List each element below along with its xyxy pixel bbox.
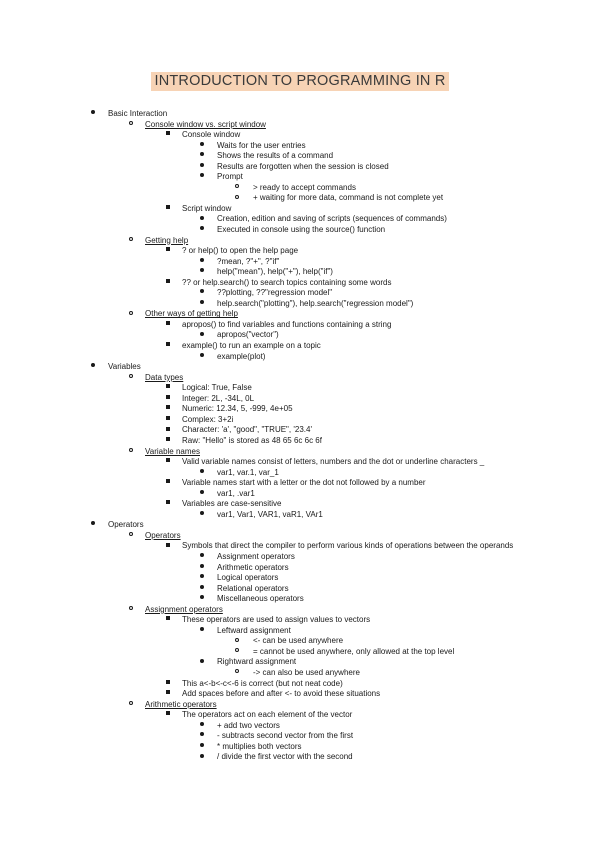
outline-item-text: ??plotting, ??"regression model" bbox=[217, 288, 333, 298]
outline-item-text: Variables bbox=[108, 362, 141, 372]
outline-item-text: Variable names start with a letter or the dot not followed by a number bbox=[182, 478, 426, 488]
bullet-square-icon bbox=[166, 130, 170, 141]
outline-item-text: help("mean"), help("+"), help("if") bbox=[217, 267, 333, 277]
bullet-dot-icon bbox=[200, 626, 204, 637]
bullet-dot-icon bbox=[200, 731, 204, 742]
bullet-dot-icon bbox=[200, 721, 204, 732]
outline-item-text: var1, Var1, VAR1, vaR1, VAr1 bbox=[217, 509, 323, 519]
outline-item-level-1 bbox=[0, 520, 600, 531]
outline-item-text: apropos() to find variables and functions containing a string bbox=[182, 319, 392, 329]
outline-item-text: Relational operators bbox=[217, 583, 289, 593]
bullet-circle-icon bbox=[235, 668, 239, 679]
section-heading: Console window vs. script window bbox=[145, 119, 266, 129]
outline-item-text: example() to run an example on a topic bbox=[182, 341, 321, 351]
outline-item-text: These operators are used to assign values to vectors bbox=[182, 615, 371, 625]
outline-item-level-4 bbox=[0, 214, 600, 225]
bullet-dot-icon bbox=[200, 573, 204, 584]
outline-item-text: Valid variable names consist of letters, numbers and the dot or underline characters _ bbox=[182, 457, 485, 467]
outline-item-text: var1, var.1, var_1 bbox=[217, 467, 279, 477]
outline-item-level-4 bbox=[0, 489, 600, 500]
outline-item-level-3 bbox=[0, 679, 600, 690]
outline-item-text: Waits for the user entries bbox=[217, 140, 306, 150]
bullet-square-icon bbox=[166, 436, 170, 447]
outline-item-text: Script window bbox=[182, 203, 232, 213]
outline-item-level-4 bbox=[0, 552, 600, 563]
outline-item-level-4 bbox=[0, 510, 600, 521]
outline-item-text: Integer: 2L, -34L, 0L bbox=[182, 393, 255, 403]
outline-item-level-3 bbox=[0, 278, 600, 289]
outline-item-level-4 bbox=[0, 584, 600, 595]
bullet-dot-icon bbox=[200, 584, 204, 595]
bullet-square-icon bbox=[166, 246, 170, 257]
outline-item-level-4 bbox=[0, 563, 600, 574]
outline-item-text: + add two vectors bbox=[217, 720, 280, 730]
bullet-square-icon bbox=[166, 415, 170, 426]
outline-item-level-4 bbox=[0, 225, 600, 236]
outline-item-text: Add spaces before and after <- to avoid these situations bbox=[182, 689, 381, 699]
bullet-square-icon bbox=[166, 320, 170, 331]
outline-item-level-3 bbox=[0, 425, 600, 436]
outline-item-text: apropos("vector") bbox=[217, 330, 279, 340]
outline-item-level-2 bbox=[0, 236, 600, 247]
bullet-square-icon bbox=[166, 404, 170, 415]
outline-item-text: Rightward assignment bbox=[217, 657, 297, 667]
outline-list bbox=[0, 109, 600, 763]
bullet-dot-icon bbox=[200, 468, 204, 479]
section-heading: Operators bbox=[145, 530, 181, 540]
section-heading: Arithmetic operators bbox=[145, 699, 217, 709]
outline-item-level-4 bbox=[0, 330, 600, 341]
outline-item-level-2 bbox=[0, 373, 600, 384]
outline-item-text: + waiting for more data, command is not complete yet bbox=[253, 193, 444, 203]
bullet-dot-icon bbox=[200, 594, 204, 605]
outline-item-level-3 bbox=[0, 615, 600, 626]
outline-item-level-4 bbox=[0, 626, 600, 637]
outline-item-text: Miscellaneous operators bbox=[217, 594, 304, 604]
outline-item-text: Shows the results of a command bbox=[217, 151, 334, 161]
outline-item-text: The operators act on each element of the vector bbox=[182, 710, 353, 720]
outline-item-level-5 bbox=[0, 668, 600, 679]
bullet-dot-icon bbox=[200, 141, 204, 152]
bullet-circle-icon bbox=[235, 636, 239, 647]
bullet-square-icon bbox=[166, 204, 170, 215]
outline-item-text: Logical: True, False bbox=[182, 383, 252, 393]
bullet-dot-icon bbox=[200, 214, 204, 225]
bullet-dot-icon bbox=[200, 352, 204, 363]
outline-item-level-4 bbox=[0, 151, 600, 162]
outline-item-level-3 bbox=[0, 394, 600, 405]
outline-item-level-4 bbox=[0, 141, 600, 152]
bullet-dot-icon bbox=[200, 330, 204, 341]
bullet-square-icon bbox=[166, 278, 170, 289]
bullet-circle-icon bbox=[235, 183, 239, 194]
bullet-circle-icon bbox=[129, 309, 133, 320]
outline-item-text: ?? or help.search() to search topics containing some words bbox=[182, 277, 392, 287]
outline-item-text: var1, .var1 bbox=[217, 488, 255, 498]
bullet-dot-icon bbox=[91, 520, 95, 531]
bullet-dot-icon bbox=[200, 225, 204, 236]
outline-item-text: * multiplies both vectors bbox=[217, 741, 302, 751]
outline-item-text: Character: 'a', "good", "TRUE", '23.4' bbox=[182, 425, 312, 435]
outline-item-text: Complex: 3+2i bbox=[182, 414, 234, 424]
outline-item-text: Raw: "Hello" is stored as 48 65 6c 6c 6f bbox=[182, 435, 322, 445]
bullet-circle-icon bbox=[129, 700, 133, 711]
section-heading: Data types bbox=[145, 372, 184, 382]
section-heading: Other ways of getting help bbox=[145, 309, 238, 319]
outline-item-text: Prompt bbox=[217, 172, 243, 182]
outline-item-text: Assignment operators bbox=[217, 551, 295, 561]
bullet-circle-icon bbox=[129, 236, 133, 247]
bullet-circle-icon bbox=[129, 373, 133, 384]
outline-item-level-4 bbox=[0, 731, 600, 742]
outline-item-level-4 bbox=[0, 172, 600, 183]
bullet-dot-icon bbox=[200, 552, 204, 563]
outline-item-level-4 bbox=[0, 468, 600, 479]
outline-item-level-3 bbox=[0, 541, 600, 552]
bullet-dot-icon bbox=[200, 162, 204, 173]
outline-item-text: -> can also be used anywhere bbox=[253, 667, 360, 677]
outline-item-level-3 bbox=[0, 415, 600, 426]
bullet-dot-icon bbox=[200, 742, 204, 753]
outline-item-level-4 bbox=[0, 299, 600, 310]
outline-item-level-3 bbox=[0, 436, 600, 447]
outline-item-level-3 bbox=[0, 246, 600, 257]
outline-item-level-5 bbox=[0, 193, 600, 204]
outline-item-level-2 bbox=[0, 605, 600, 616]
bullet-circle-icon bbox=[129, 447, 133, 458]
outline-item-text: Variables are case-sensitive bbox=[182, 499, 282, 509]
bullet-dot-icon bbox=[200, 172, 204, 183]
bullet-circle-icon bbox=[129, 531, 133, 542]
outline-item-level-3 bbox=[0, 320, 600, 331]
outline-item-text: Creation, edition and saving of scripts (sequences of commands) bbox=[217, 214, 447, 224]
bullet-square-icon bbox=[166, 425, 170, 436]
bullet-square-icon bbox=[166, 710, 170, 721]
bullet-square-icon bbox=[166, 689, 170, 700]
section-heading: Getting help bbox=[145, 235, 189, 245]
outline-item-level-3 bbox=[0, 130, 600, 141]
bullet-circle-icon bbox=[235, 647, 239, 658]
outline-item-text: / divide the first vector with the second bbox=[217, 752, 353, 762]
bullet-square-icon bbox=[166, 394, 170, 405]
outline-item-level-2 bbox=[0, 447, 600, 458]
outline-item-level-4 bbox=[0, 752, 600, 763]
outline-item-text: ? or help() to open the help page bbox=[182, 246, 299, 256]
outline-item-text: ?mean, ?"+", ?"if" bbox=[217, 256, 280, 266]
outline-item-text: example(plot) bbox=[217, 351, 266, 361]
bullet-circle-icon bbox=[235, 193, 239, 204]
outline-item-level-4 bbox=[0, 162, 600, 173]
outline-item-text: help.search("plotting"), help.search("regression model") bbox=[217, 298, 414, 308]
outline-item-level-3 bbox=[0, 689, 600, 700]
outline-item-level-3 bbox=[0, 499, 600, 510]
outline-item-level-2 bbox=[0, 531, 600, 542]
outline-item-level-3 bbox=[0, 457, 600, 468]
outline-item-level-4 bbox=[0, 721, 600, 732]
bullet-square-icon bbox=[166, 457, 170, 468]
outline-item-text: Console window bbox=[182, 130, 241, 140]
outline-item-text: Logical operators bbox=[217, 573, 279, 583]
outline-item-level-4 bbox=[0, 657, 600, 668]
outline-item-text: Arithmetic operators bbox=[217, 562, 289, 572]
outline-item-text: Results are forgotten when the session is closed bbox=[217, 161, 389, 171]
outline-item-level-3 bbox=[0, 204, 600, 215]
outline-item-text: = cannot be used anywhere, only allowed at the top level bbox=[253, 646, 455, 656]
outline-item-level-4 bbox=[0, 742, 600, 753]
outline-item-level-2 bbox=[0, 309, 600, 320]
bullet-dot-icon bbox=[200, 510, 204, 521]
bullet-dot-icon bbox=[200, 299, 204, 310]
bullet-dot-icon bbox=[200, 489, 204, 500]
bullet-dot-icon bbox=[200, 267, 204, 278]
bullet-square-icon bbox=[166, 679, 170, 690]
outline-item-level-5 bbox=[0, 636, 600, 647]
bullet-square-icon bbox=[166, 383, 170, 394]
outline-item-level-4 bbox=[0, 352, 600, 363]
outline-item-level-1 bbox=[0, 109, 600, 120]
section-heading: Variable names bbox=[145, 446, 200, 456]
bullet-square-icon bbox=[166, 541, 170, 552]
bullet-dot-icon bbox=[91, 362, 95, 373]
outline-item-level-4 bbox=[0, 257, 600, 268]
outline-item-text: Executed in console using the source() function bbox=[217, 225, 386, 235]
outline-item-text: <- can be used anywhere bbox=[253, 636, 344, 646]
bullet-dot-icon bbox=[200, 657, 204, 668]
document-title: INTRODUCTION TO PROGRAMMING IN R bbox=[151, 72, 448, 91]
outline-item-level-3 bbox=[0, 478, 600, 489]
outline-item-level-4 bbox=[0, 594, 600, 605]
bullet-circle-icon bbox=[129, 120, 133, 131]
outline-item-text: - subtracts second vector from the first bbox=[217, 731, 354, 741]
outline-item-level-4 bbox=[0, 288, 600, 299]
outline-item-level-5 bbox=[0, 183, 600, 194]
outline-item-level-3 bbox=[0, 341, 600, 352]
bullet-square-icon bbox=[166, 478, 170, 489]
outline-item-text: > ready to accept commands bbox=[253, 182, 356, 192]
outline-item-level-2 bbox=[0, 700, 600, 711]
outline-item-level-4 bbox=[0, 573, 600, 584]
title-wrap bbox=[0, 72, 600, 91]
bullet-circle-icon bbox=[129, 605, 133, 616]
outline-item-level-2 bbox=[0, 120, 600, 131]
section-heading: Assignment operators bbox=[145, 604, 223, 614]
outline-item-text: Symbols that direct the compiler to perform various kinds of operations between the operands bbox=[182, 541, 514, 551]
outline-item-text: Leftward assignment bbox=[217, 625, 291, 635]
bullet-dot-icon bbox=[200, 288, 204, 299]
outline-item-level-1 bbox=[0, 362, 600, 373]
bullet-dot-icon bbox=[200, 752, 204, 763]
outline-item-text: This a<-b<-c<-6 is correct (but not neat code) bbox=[182, 678, 343, 688]
outline-item-level-3 bbox=[0, 404, 600, 415]
outline-item-text: Basic Interaction bbox=[108, 109, 168, 118]
bullet-dot-icon bbox=[200, 563, 204, 574]
bullet-square-icon bbox=[166, 615, 170, 626]
outline-item-text: Operators bbox=[108, 520, 144, 530]
bullet-square-icon bbox=[166, 341, 170, 352]
outline-item-level-3 bbox=[0, 710, 600, 721]
bullet-square-icon bbox=[166, 499, 170, 510]
bullet-dot-icon bbox=[200, 257, 204, 268]
outline-item-level-4 bbox=[0, 267, 600, 278]
bullet-dot-icon bbox=[91, 109, 95, 120]
bullet-dot-icon bbox=[200, 151, 204, 162]
outline-item-text: Numeric: 12.34, 5, -999, 4e+05 bbox=[182, 404, 293, 414]
outline-item-level-3 bbox=[0, 383, 600, 394]
outline-item-level-5 bbox=[0, 647, 600, 658]
